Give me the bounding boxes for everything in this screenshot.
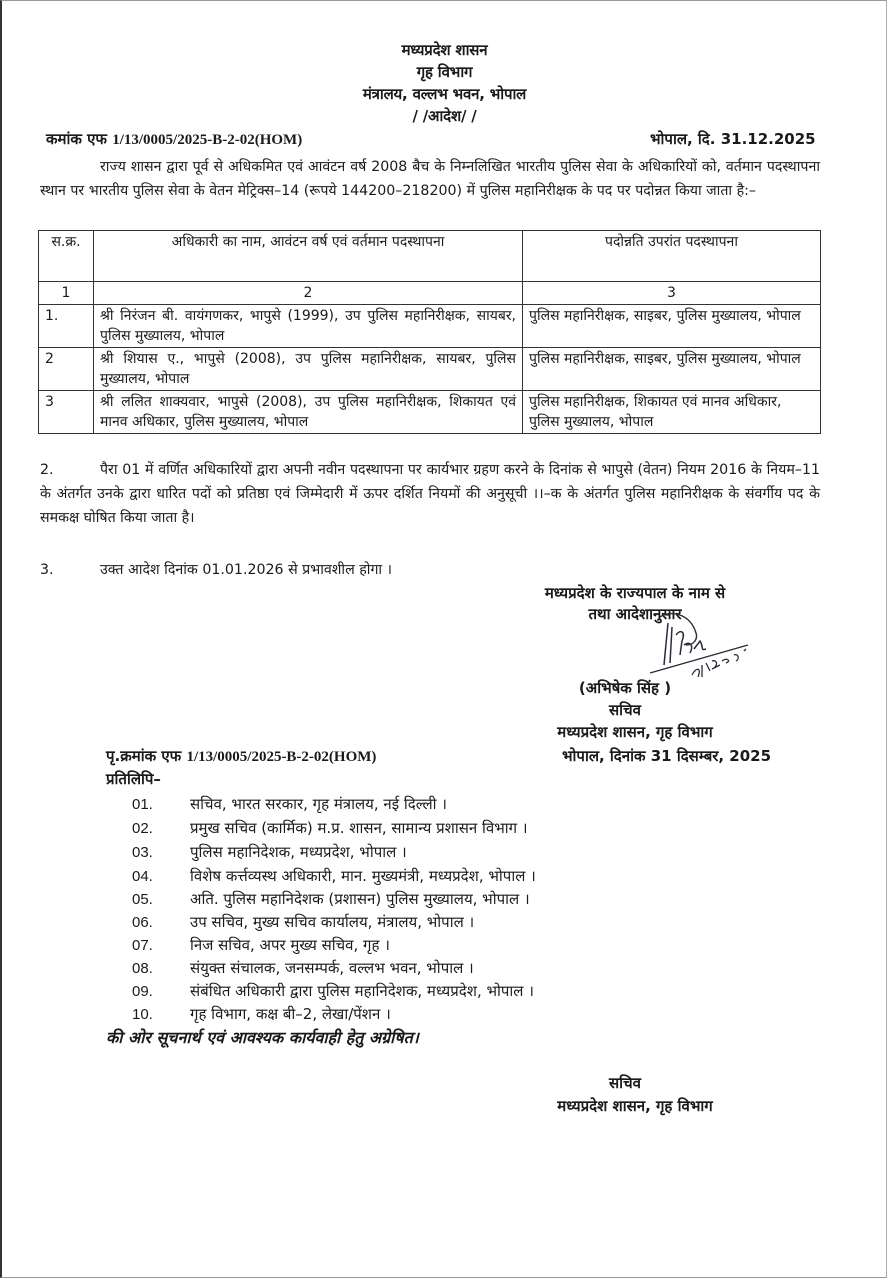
copy-list-item: 08. संयुक्त संचालक, जनसम्पर्क, वल्लभ भवन, भोपाल । <box>132 959 474 977</box>
copy-list-item: 09. संबंधित अधिकारी द्वारा पुलिस महानिदेशक, मध्यप्रदेश, भोपाल । <box>132 982 534 1000</box>
para3-text: उक्त आदेश दिनांक 01.01.2026 से प्रभावशील होगा । <box>100 562 392 578</box>
footer-designation: सचिव <box>609 1074 641 1092</box>
header-department: गृह विभाग <box>416 63 473 81</box>
para2-number: 2. <box>40 462 54 478</box>
col-header-sn: स.क्र. <box>39 231 94 282</box>
col-header-posting: पदोन्नति उपरांत पदस्थापना <box>523 231 821 282</box>
table-row <box>39 305 821 348</box>
handwritten-signature-icon <box>640 605 760 685</box>
copy-list-item: 01. सचिव, भारत सरकार, गृह मंत्रालय, नई दिल्ली । <box>132 795 447 813</box>
endorsement-place-date: भोपाल, दिनांक 31 दिसम्बर, 2025 <box>562 747 772 765</box>
signatory-designation: सचिव <box>609 701 641 719</box>
row-officer: श्री निरंजन बी. वायंगणकर, भापुसे (1999), उप पुलिस महानिरीक्षक, सायबर, पुलिस मुख्यालय, भोपाल <box>94 305 523 348</box>
footer-department: मध्यप्रदेश शासन, गृह विभाग <box>557 1097 713 1115</box>
copy-list-item: 07. निज सचिव, अपर मुख्य सचिव, गृह । <box>132 936 390 954</box>
col-number: 3 <box>523 282 821 305</box>
intro-paragraph <box>40 155 820 203</box>
order-ref-number: 1/13/0005/2025-B-2-02(HOM) <box>112 132 303 148</box>
signature-authority-line2: तथा आदेशानुसार <box>588 605 682 623</box>
copy-list-item: 10. गृह विभाग, कक्ष बी–2, लेखा/पेंशन । <box>132 1005 391 1023</box>
row-sn: 3 <box>39 391 94 434</box>
signatory-department: मध्यप्रदेश शासन, गृह विभाग <box>557 723 713 741</box>
para2-text: पैरा 01 में वर्णित अधिकारियों द्वारा अपनी नवीन पदस्थापना पर कार्यभार ग्रहण करने के दिनांक से भापुसे (वेतन) नियम 2016 के नियम–11 के अंतर्गत उनके द्वारा धारित पदों को प्रतिष्ठा एवं जिम्मेदारी में ऊपर दर्शित नियमों की अनुसूची ।।–क के अंतर्गत पुलिस महानिरीक्षक के संवर्गीय पद के समकक्ष घोषित किया जाता है। <box>40 462 820 526</box>
table-column-number-row <box>39 282 821 305</box>
table-header-row <box>39 231 821 282</box>
row-sn: 1. <box>39 305 94 348</box>
row-officer: श्री ललित शाक्यवार, भापुसे (2008), उप पुलिस महानिरीक्षक, शिकायत एवं मानव अधिकार, पुलिस मुख्यालय, भोपाल <box>94 391 523 434</box>
copy-list-item: 05. अति. पुलिस महानिदेशक (प्रशासन) पुलिस मुख्यालय, भोपाल । <box>132 890 530 908</box>
col-number: 1 <box>39 282 94 305</box>
table-row <box>39 348 821 391</box>
endorsement-ref-number: 1/13/0005/2025-B-2-02(HOM) <box>186 749 377 765</box>
copy-list-item: 06. उप सचिव, मुख्य सचिव कार्यालय, मंत्रालय, भोपाल । <box>132 913 475 931</box>
paragraph-3 <box>40 558 820 582</box>
col-number: 2 <box>94 282 523 305</box>
row-sn: 2 <box>39 348 94 391</box>
signatory-name: (अभिषेक सिंह ) <box>578 679 672 697</box>
order-place-date: भोपाल, दि. 31.12.2025 <box>650 130 816 148</box>
copy-list-item: 03. पुलिस महानिदेशक, मध्यप्रदेश, भोपाल । <box>132 843 407 861</box>
signature-authority-line1: मध्यप्रदेश के राज्यपाल के नाम से <box>544 584 726 602</box>
promotion-table <box>38 230 821 434</box>
header-government: मध्यप्रदेश शासन <box>401 41 488 59</box>
order-ref-label: कमांक एफ <box>46 130 107 148</box>
col-header-officer: अधिकारी का नाम, आवंटन वर्ष एवं वर्तमान पदस्थापना <box>94 231 523 282</box>
copy-list-item: 02. प्रमुख सचिव (कार्मिक) म.प्र. शासन, सामान्य प्रशासन विभाग । <box>132 819 528 837</box>
endorsement-ref-label: पृ.क्रमांक एफ <box>106 747 182 765</box>
order-reference <box>46 129 302 149</box>
paragraph-2 <box>40 458 820 530</box>
endorsement-reference <box>106 746 376 766</box>
row-officer: श्री शियास ए., भापुसे (2008), उप पुलिस महानिरीक्षक, सायबर, पुलिस मुख्यालय, भोपाल <box>94 348 523 391</box>
intro-text: राज्य शासन द्वारा पूर्व से अधिकमित एवं आवंटन वर्ष 2008 बैच के निम्नलिखित भारतीय पुलिस सेवा के अधिकारियों को, वर्तमान पदस्थापना स्थान पर भारतीय पुलिस सेवा के वेतन मेट्रिक्स–14 (रूपये 144200–218200) में पुलिस महानिरीक्षक के पद पर पदोन्नत किया जाता है:– <box>40 159 820 199</box>
copy-to-label: प्रतिलिपि– <box>106 770 161 788</box>
copy-list-item: 04. विशेष कर्त्तव्यस्थ अधिकारी, मान. मुख्यमंत्री, मध्यप्रदेश, भोपाल । <box>132 867 536 885</box>
header-order-title: / /आदेश/ / <box>412 107 477 125</box>
table-row <box>39 391 821 434</box>
row-posting: पुलिस महानिरीक्षक, शिकायत एवं मानव अधिकार, पुलिस मुख्यालय, भोपाल <box>523 391 821 434</box>
header-address: मंत्रालय, वल्लभ भवन, भोपाल <box>362 85 527 103</box>
forwarding-note: की ओर सूचनार्थ एवं आवश्यक कार्यवाही हेतु अग्रेषित। <box>106 1028 419 1047</box>
para3-number: 3. <box>40 562 54 578</box>
row-posting: पुलिस महानिरीक्षक, साइबर, पुलिस मुख्यालय, भोपाल <box>523 305 821 348</box>
row-posting: पुलिस महानिरीक्षक, साइबर, पुलिस मुख्यालय, भोपाल <box>523 348 821 391</box>
